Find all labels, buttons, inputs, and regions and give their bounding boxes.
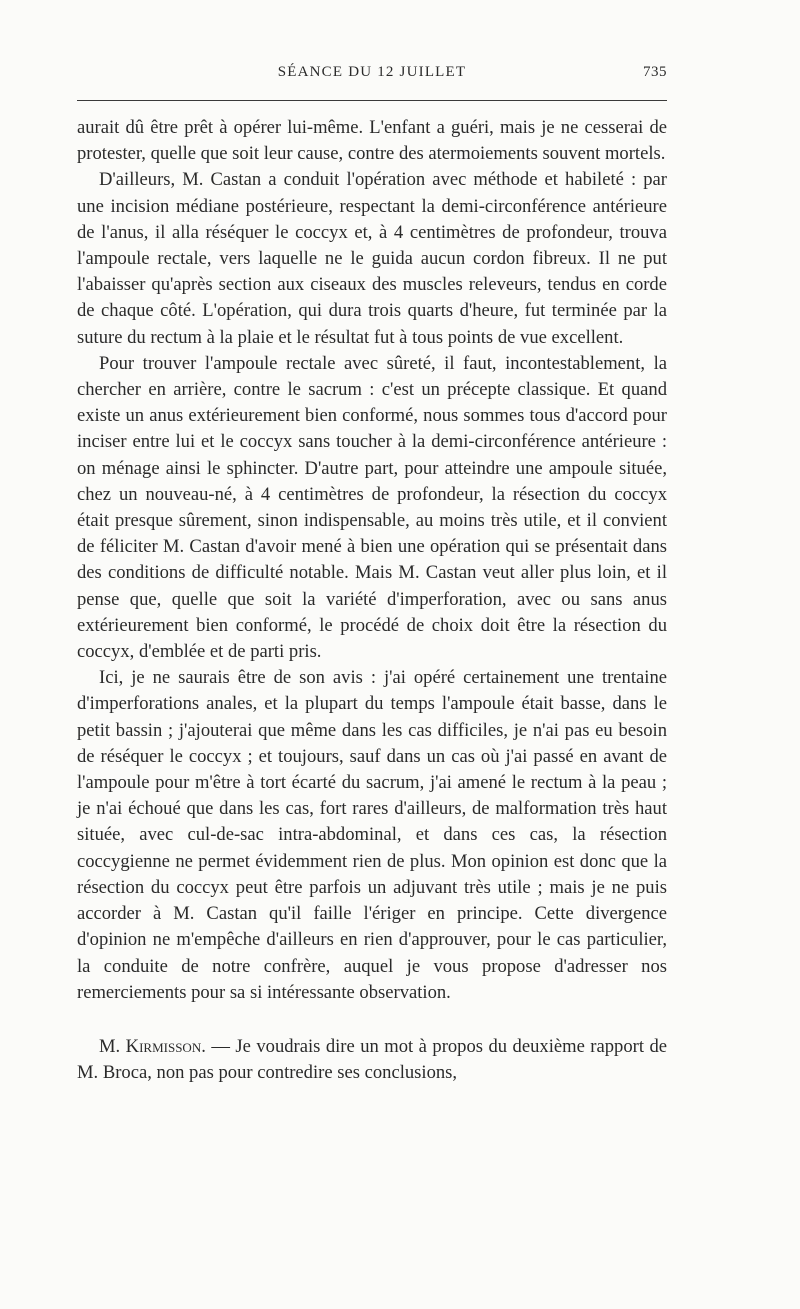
page [77,60,667,1086]
speaker-text: — Je voudrais dire un mot à propos du deuxième rapport de M. Broca, non pas pour contredire ses conclusions, [77,1035,668,1084]
body-text [77,115,667,1086]
paragraph: Pour trouver l'ampoule rectale avec sûreté, il faut, incontestablement, la chercher en arrière, contre le sacrum : c'est un précepte classique. Et quand existe un anus extérieurement bien conformé, nous sommes tous d'accord pour inciser entre lui et le coccyx sans toucher à la demi-circonférence antérieure : on ménage ainsi le sphincter. D'autre part, pour atteindre une ampoule située, chez un nouveau-né, à 4 centimètres de profondeur, la résection du coccyx était presque sûrement, sinon indispensable, au moins très utile, et il convient de féliciter M. Castan d'avoir mené à bien une opération qui se présentait dans des conditions de difficulté notable. Mais M. Castan veut aller plus loin, et il pense que, quelle que soit la variété d'imperforation, avec ou sans anus extérieurement bien conformé, le procédé de choix doit être la résection du coccyx, d'emblée et de parti pris. [77,352,667,663]
running-head-title: SÉANCE DU 12 JUILLET [277,64,467,80]
header-rule [77,100,667,101]
speaker-name: M. Kirmisson. [99,1035,206,1057]
paragraph: aurait dû être prêt à opérer lui-même. L'enfant a guéri, mais je ne cesserai de protester, quelle que soit leur cause, contre des atermoiements souvent mortels. [77,117,667,165]
page-number: 735 [643,64,667,80]
paragraph: D'ailleurs, M. Castan a conduit l'opération avec méthode et habileté : par une incision médiane postérieure, respectant la demi-circonférence antérieure de l'anus, il alla réséquer le coccyx et, à 4 centimètres de profondeur, trouva l'ampoule rectale, vers laquelle ne le guida aucun cordon fibreux. Il ne put l'abaisser qu'après section aux ciseaux des muscles releveurs, tendus en corde de chaque côté. L'opération, qui dura trois quarts d'heure, fut terminée par la suture du rectum à la plaie et le résultat fut à tous points de vue excellent. [77,169,667,348]
paragraph: Ici, je ne saurais être de son avis : j'ai opéré certainement une trentaine d'imperforations anales, et la plupart du temps l'ampoule était basse, dans le petit bassin ; j'ajouterai que même dans les cas difficiles, je n'ai pas eu besoin de réséquer le coccyx ; et toujours, sauf dans un cas où j'ai passé en avant de l'ampoule pour m'être à tort écarté du sacrum, j'ai amené le rectum à la peau ; je n'ai échoué que dans les cas, fort rares d'ailleurs, de malformation très haut située, avec cul-de-sac intra-abdominal, et dans ces cas, la résection coccygienne ne permet évidemment rien de plus. Mon opinion est donc que la résection du coccyx peut être parfois un adjuvant très utile ; mais je ne puis accorder à M. Castan qu'il faille l'ériger en principe. Cette divergence d'opinion ne m'empêche d'ailleurs en rien d'approuver, pour le cas particulier, la conduite de notre confrère, auquel je vous propose d'adresser nos remerciements pour sa si intéressante observation. [77,667,667,1003]
running-head [77,60,667,88]
speaker-paragraph [77,1034,667,1086]
